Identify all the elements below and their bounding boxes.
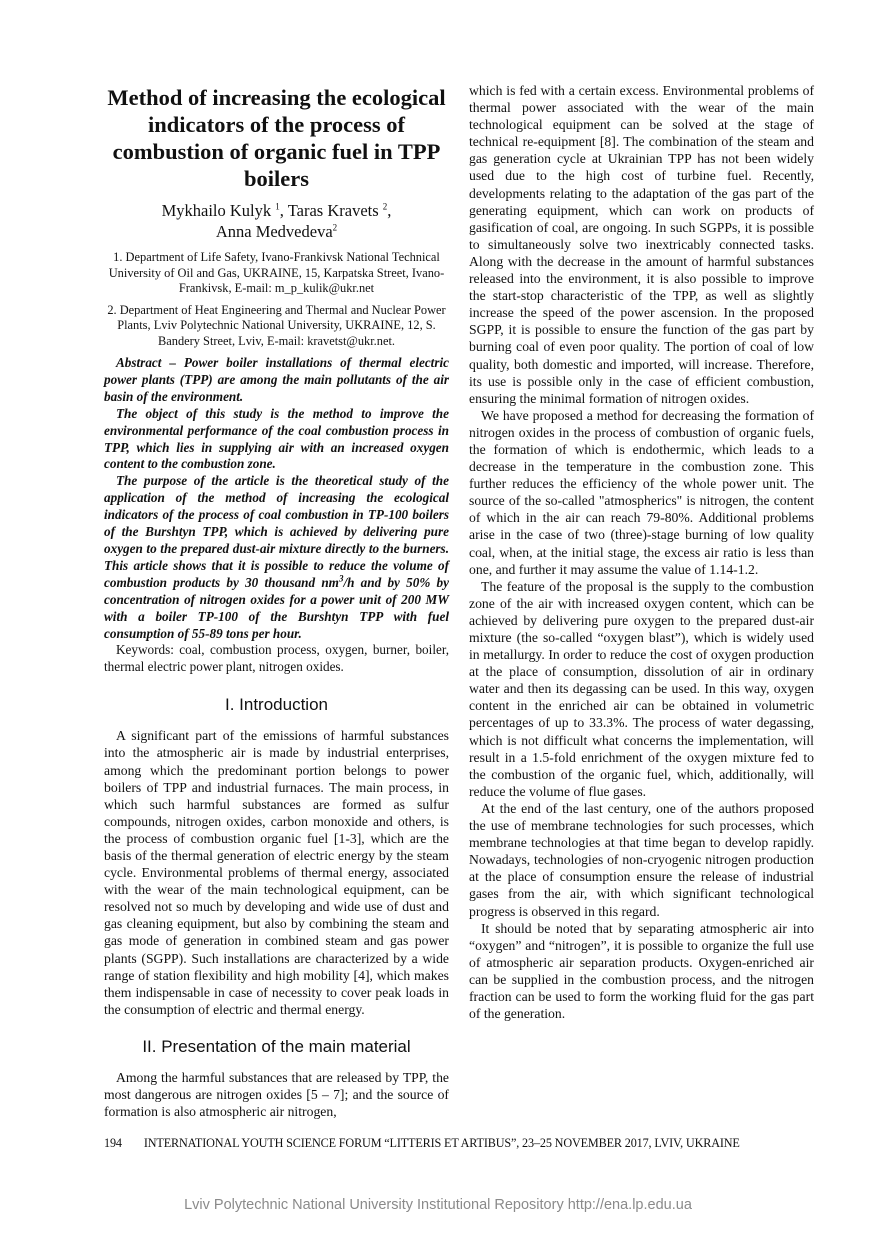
abstract-text: The purpose of the article is the theoretical study of the application of the method of increasing the ecological indicators of the process of coal combustion in TP-100 boilers of the Burshtyn TPP, which is achieved by delivering pure oxygen to the prepared dust-air mixture directly to the burners. This article shows that it is possible to reduce the volume of combustion products by 30 thousand nm [104,473,449,590]
body-paragraph: Among the harmful substances that are released by TPP, the most dangerous are nitrogen oxides [5 – 7]; and the source of formation is also atmospheric air nitrogen, [104,1070,449,1120]
affiliation: 2. Department of Heat Engineering and Thermal and Nuclear Power Plants, Lviv Polytechnic National University, UKRAINE, 12, S. Bandery Street, Lviv, E-mail: kravetst@ukr.net. [107,302,446,348]
author-affiliation-mark: 1 [275,201,280,212]
author-list [104,200,449,242]
author-name: Mykhailo Kulyk [161,201,272,220]
page-number: 194 [104,1136,122,1150]
author-name: Taras Kravets [287,201,379,220]
author-separator: , [279,201,288,220]
repository-watermark: Lviv Polytechnic National University Institutional Repository http://ena.lp.edu.ua [184,1197,692,1213]
page-footer [104,1136,740,1151]
body-paragraph: At the end of the last century, one of the authors proposed the use of membrane technologies for such processes, which membrane technologies at that time began to develop rapidly. Nowadays, technologies of non-cryogenic nitrogen production at the place of consumption ensure the release of industrial gases from the air, with which significant technological progress is observed in this regard. [469,800,814,919]
affiliation: 1. Department of Life Safety, Ivano-Frankivsk National Technical University of Oil and Gas, UKRAINE, 15, Karpatska Street, Ivano-Frankivsk, E-mail: m_p_kulik@ukr.net [108,250,445,295]
body-paragraph: We have proposed a method for decreasing the formation of nitrogen oxides in the process of combustion of organic fuels, the formation of which is endothermic, which leads to a decrease in the temperature in the combustion zone. This further reduces the efficiency of the whole power unit. The source of the so-called "atmospherics" is nitrogen, the content of which in the air can reach 79-80%. Additional problems arise in the case of two (three)-stage burning of low quality coal, when, at the initial stage, the excess air ratio is less than one, and further it may assume the value of 1.14-1.2. [469,407,814,577]
section-heading: II. Presentation of the main material [142,1036,411,1056]
abstract-paragraph: The object of this study is the method to improve the environmental performance of the coal combustion process in TPP, which lies in supplying air with an increased oxygen content to the combustion zone. [104,405,449,472]
conference-name: INTERNATIONAL YOUTH SCIENCE FORUM “LITTERIS ET ARTIBUS”, 23–25 NOVEMBER 2017, LVIV, UKRAINE [143,1136,740,1150]
body-paragraph: The feature of the proposal is the supply to the combustion zone of the air with increased oxygen content, which can be achieved by delivering pure oxygen to the prepared dust-air mixture (the so-called “oxygen blast”), which is widely used in metallurgy. In order to reduce the cost of oxygen production at the place of consumption, dissolution of air in ordinary water and then its degassing can be used. In this way, oxygen content in the enriched air can be obtained in volumetric percentages of up to 33.3%. The process of water degassing, which is not difficult what concerns the implementation, will result in a 1.5-fold enrichment of the oxygen mixture fed to the combustion of the organic fuel, which, additionally, will reduce the volume of flue gases. [469,578,814,799]
body-paragraph: It should be noted that by separating atmospheric air into “oxygen” and “nitrogen”, it is possible to organize the full use of atmospheric air separation products. Oxygen-enriched air can be supplied in the combustion process, and the nitrogen fraction can be used to form the working fluid for the gas part of the generation. [469,920,814,1022]
abstract-paragraph [104,473,449,642]
body-paragraph: which is fed with a certain excess. Environmental problems of thermal power associated with the wear of the main technological equipment can be solved at the stage of technical re-equipment [8]. The combination of the steam and gas generation cycle at Ukrainian TPP has not been widely used due to the high cost of turbine fuel. Recently, developments relating to the adaptation of the gas part of the generating equipment, which can work on products of gasification of coal, are ongoing. In such SGPPs, it is possible to simultaneously solve two inextricably connected tasks. Along with the decrease in the amount of harmful substances released into the environment, it is also possible to improve the start-stop characteristic of the TPP, as well as slightly increase the speed of the power ascension. In the proposed SGPP, it is possible to ensure the function of the gas part by burning coal of even poor quality. The portion of coal of low quality, both domestic and imported, will increase. Therefore, its use is possible only in the case of efficient combustion, ensuring the minimal formation of nitrogen oxides. [469,83,814,406]
author-name: Anna Medvedeva [215,222,333,241]
section-heading: I. Introduction [224,695,328,715]
left-column [104,82,449,1120]
abstract-paragraph: Abstract – Power boiler installations of thermal electric power plants (TPP) are among the main pollutants of the air basin of the environment. [104,355,449,404]
paper-title: Method of increasing the ecological indicators of the process of combustion of organic fuel in TPP boilers [107,85,446,191]
author-separator: , [387,201,392,220]
keywords: Keywords: coal, combustion process, oxygen, burner, boiler, thermal electric power plant, nitrogen oxides. [104,642,449,675]
author-affiliation-mark: 2 [382,201,388,212]
author-affiliation-mark: 2 [332,222,338,233]
body-paragraph: A significant part of the emissions of harmful substances into the atmospheric air is made by industrial enterprises, among which the predominant portion belongs to power boilers of TPP and industrial furnaces. The main process, in which such harmful substances are formed as sulfur compounds, nitrogen oxides, carbon monoxide and others, is the process of combustion organic fuel [1-3], which are the basis of the thermal generation of electric energy by the steam cycle. Environmental problems of thermal energy, associated with the wear of the main technological equipment, can be resolved not so much by developing and wide use of dust and gas cleaning equipment, but also by combining the steam and gas mode of generation in combined steam and gas power plants (SGPP). Such installations are characterized by a wide range of station flexibility and high mobility [4], which makes them indispensable in case of necessity to cover peak loads in the consumption of electric and thermal energy. [104,728,449,1017]
right-column [469,82,814,1022]
abstract-text: /h and by 50% by concentration of nitrogen oxides for a power unit of 200 MW with a boiler TP-100 of the Burshtyn TPP with fuel consumption of 55-89 tons per hour. [104,574,449,641]
unit-superscript: 3 [338,573,344,584]
